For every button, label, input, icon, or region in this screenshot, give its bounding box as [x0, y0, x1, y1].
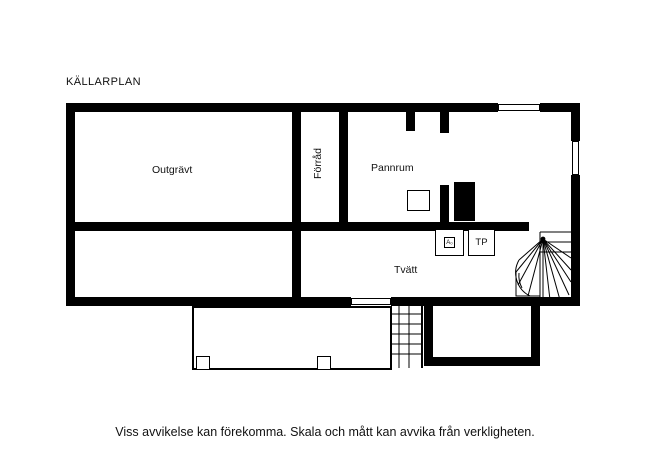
window-top: [498, 104, 540, 111]
room-label-forrad: Förråd: [312, 148, 324, 179]
wall-interior-vertical-pannrum: [440, 103, 449, 133]
wall-porch-right-outer: [531, 306, 540, 366]
room-label-outgravt: Outgrävt: [152, 164, 193, 176]
terrace-left-edge: [192, 306, 194, 370]
footer-note: Viss avvikelse kan förekomma. Skala och mått kan avvika från verkligheten.: [115, 425, 535, 439]
terrace-pillar-left: [196, 356, 210, 370]
window-bottom: [351, 298, 391, 305]
terrace-top-edge: [192, 306, 392, 308]
page-title: KÄLLARPLAN: [66, 76, 141, 88]
stair-run-lower-treads: [391, 306, 421, 368]
stair-run-lower-outline-right: [421, 306, 423, 368]
wall-porch-bottom: [424, 357, 540, 366]
terrace-pillar-right: [317, 356, 331, 370]
wall-interior-vertical-forrad: [339, 103, 348, 223]
wall-left-outer: [66, 103, 75, 301]
staircase: [516, 232, 571, 300]
wall-top-left: [66, 103, 406, 112]
wall-top-right-a: [406, 103, 498, 112]
wall-bottom-left: [66, 297, 351, 306]
meter-box-label: A₀: [444, 237, 455, 248]
room-label-tvatt: Tvätt: [394, 264, 418, 276]
floor-drain-box: [407, 190, 430, 211]
wall-stub-top-right: [406, 103, 415, 131]
window-right: [572, 141, 579, 175]
wall-right-outer-top: [571, 103, 580, 141]
tp-box: TP: [468, 229, 495, 256]
terrace-bottom-edge: [192, 368, 392, 370]
meter-box: [435, 229, 464, 256]
wall-interior-vertical-pannrum-lower: [440, 185, 449, 231]
stair-run-lower-outline: [390, 306, 392, 368]
wall-right-outer-mid: [571, 175, 580, 306]
wall-interior-vertical-left: [292, 103, 301, 306]
boiler-unit: [454, 182, 475, 221]
room-label-pannrum: Pannrum: [371, 162, 414, 174]
wall-bottom-mid: [391, 297, 580, 306]
